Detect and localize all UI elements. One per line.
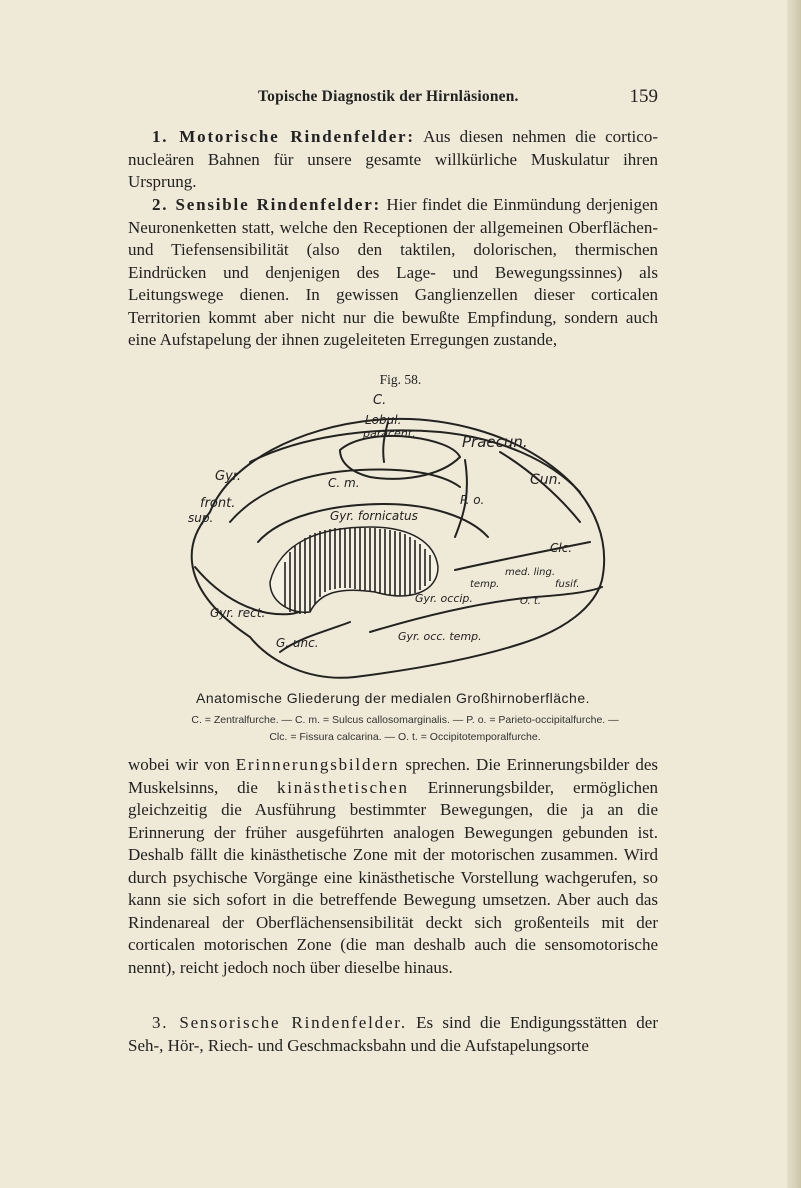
brain-drawing — [170, 392, 630, 682]
label-clc: Clc. — [550, 541, 573, 555]
emphasis-erinnerungsbildern: Erinnerungsbildern — [235, 755, 400, 774]
page-number: 159 — [629, 86, 658, 107]
figure-label: Fig. 58. — [379, 372, 422, 387]
emphasis-kinaesthetischen: kinästhetischen — [276, 777, 409, 797]
label-po: P. o. — [460, 493, 485, 507]
label-sup: sup. — [188, 511, 214, 525]
label-cun: Cun. — [530, 472, 562, 488]
section-label-sensorische: 3. Sensorische Rindenfelder. — [152, 1013, 407, 1032]
figure-caption-legend — [150, 712, 660, 746]
page-edge-shadow — [787, 0, 801, 1188]
label-gyr-rect: Gyr. rect. — [210, 606, 266, 620]
paragraph-text: wobei wir von — [128, 755, 236, 774]
paracentral-lobule — [340, 436, 460, 479]
label-paracent: paracent. — [363, 427, 416, 440]
brain-medial-surface-figure — [170, 392, 630, 682]
label-g-unc: G. unc. — [276, 636, 319, 650]
paragraph-memory-images — [128, 754, 658, 979]
label-gyr: Gyr. — [215, 469, 242, 484]
label-cm: C. m. — [328, 476, 360, 490]
paragraph-text: sprechen. Die Erinnerungsbilder des Muskelsinns, die — [128, 755, 658, 797]
legend-line-2: Clc. = Fissura calcarina. — O. t. = Occipitotemporalfurche. — [269, 731, 541, 743]
figure-caption-title: Anatomische Gliederung der medialen Großhirnoberfläche. — [195, 690, 591, 706]
paragraph-sensory-fields — [128, 194, 658, 352]
legend-line-1: C. = Zentralfurche. — C. m. = Sulcus callosomarginalis. — P. o. = Parieto-occipitalfurche. — — [191, 714, 619, 726]
page-header — [128, 86, 658, 110]
paragraph-sensory-cortical-fields — [128, 1012, 658, 1057]
label-fusif: fusif. — [555, 579, 580, 590]
paragraph-motor-fields — [128, 126, 658, 194]
section-label-motor: 1. Motorische Rindenfelder: — [152, 127, 415, 146]
label-med-ling: med. ling. — [505, 567, 556, 578]
paragraph-text: Erinnerungsbilder, ermöglichen gleichzeitig die Ausführung bestimmter Bewegungen, die ja an die Erinnerung der früher ausgeführten analogen Bewegungen gebunden ist. Deshalb fällt die kinästhetische Zone mit der motorischen zusammen. Wird durch psychische Vorgänge eine kinästhetische Vorstellung wachgerufen, so kann sie sich sofort in die betreffende Bewegung umsetzen. Aber auch das Rindenareal der Oberflächensensibilität deckt sich großenteils mit der corticalen motorischen Zone (die man deshalb auch die sensomotorische nennt), reicht jedoch noch über dieselbe hinaus. — [128, 777, 658, 977]
section-label-sensible: 2. Sensible Rindenfelder: — [152, 195, 382, 214]
label-gyr-fornicatus: Gyr. fornicatus — [330, 509, 418, 523]
label-lobul: Lobul. — [365, 413, 402, 427]
corpus-callosum-section — [270, 527, 438, 614]
label-front: front. — [200, 496, 236, 511]
label-praecun: Praecun. — [462, 433, 528, 451]
label-temp: temp. — [470, 579, 500, 590]
label-ot: O. t. — [520, 596, 541, 607]
label-gyr-occ-temp: Gyr. occ. temp. — [398, 630, 482, 643]
paragraph-text: Es sind die Endigungsstätten der Seh-, Hör-, Riech- und Geschmacksbahn und die Aufstapelungsorte — [128, 1013, 658, 1055]
label-gyr-occip: Gyr. occip. — [415, 592, 473, 605]
label-central: C. — [373, 393, 387, 408]
running-title: Topische Diagnostik der Hirnläsionen. — [258, 88, 519, 105]
paragraph-text: Hier findet die Einmündung derjenigen Neuronenketten statt, welche den Receptionen der allgemeinen Oberflächen- und Tiefensensibilität (also den taktilen, dolorischen, thermischen Eindrücken und denjenigen des Lage- und Bewegungssinnes) als Leitungswege dienen. In gewissen Ganglienzellen dieser corticalen Territorien kommt aber nicht nur die bewußte Empfindung, sondern auch eine Aufstapelung der ihnen zugeleiteten Erregungen zustande, — [128, 195, 659, 349]
paragraph-text: Aus diesen nehmen die cortico-nucleären Bahnen für unsere gesamte willkürliche Muskulatur ihren Ursprung. — [128, 127, 658, 191]
